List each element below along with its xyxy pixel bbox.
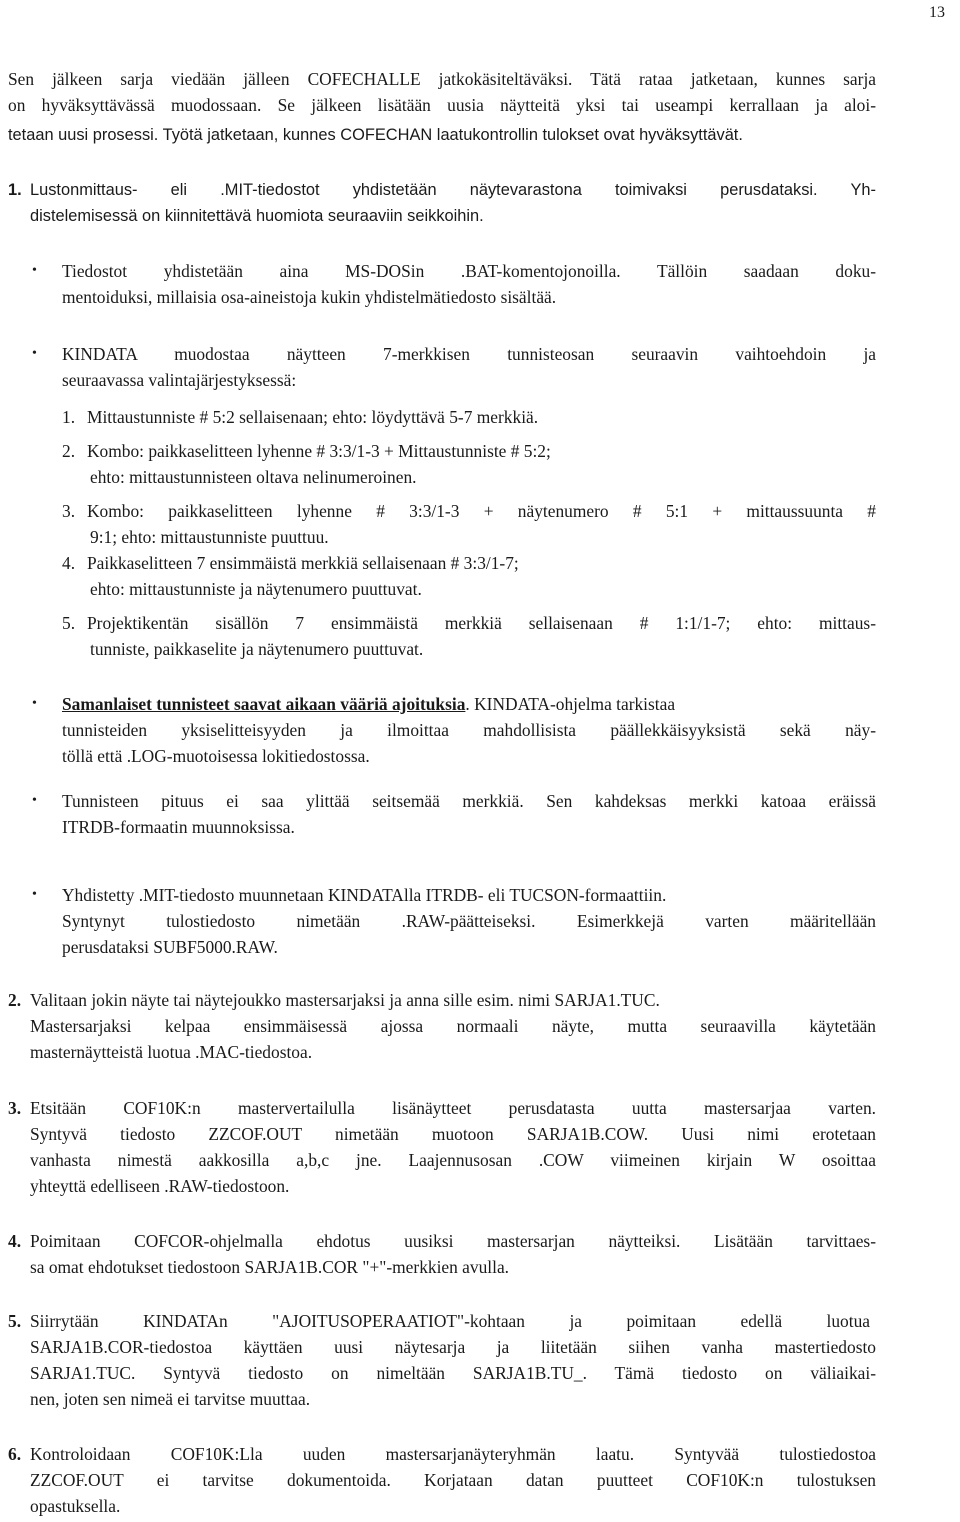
text-line: Siirrytään KINDATAn "AJOITUSOPERAATIOT"-kohtaan ja poimitaan edellä luotua — [30, 1311, 870, 1331]
text-line: Syntynyt tulostiedosto nimetään .RAW-päätteiseksi. Esimerkkejä varten määritellään — [62, 911, 876, 931]
text-line: Poimitaan COFCOR-ohjelmalla ehdotus uusiksi mastersarjan näytteiksi. Lisätään tarvittaes- — [30, 1231, 876, 1251]
text-line: Kontroloidaan COF10K:Lla uuden mastersarjanäyteryhmän laatu. Syntyvää tulostiedostoa — [30, 1444, 876, 1464]
text-line: vanhasta nimestä aakkosilla a,b,c jne. Laajennusosan .COW viimeinen kirjain W osoittaa — [30, 1150, 876, 1170]
warning-underlined-text: Samanlaiset tunnisteet saavat aikaan vääriä ajoituksia — [62, 694, 466, 714]
text-line: Valitaan jokin näyte tai näytejoukko mastersarjaksi ja anna sille esim. nimi SARJA1.TUC. — [30, 990, 660, 1010]
text-line: tunniste, paikkaselite ja näytenumero puuttuvat. — [90, 639, 424, 659]
text-line: distelemisessä on kiinnitettävä huomiota seuraaviin seikkoihin. — [30, 207, 484, 225]
step-number: 3. — [8, 1098, 22, 1118]
page-number: 13 — [929, 4, 945, 21]
text-line: masternäytteistä luotua .MAC-tiedostoa. — [30, 1042, 313, 1062]
text-line: ehto: mittaustunniste ja näytenumero puuttuvat. — [90, 579, 422, 599]
text-line: Syntyvä tiedosto ZZCOF.OUT nimetään muotoon SARJA1B.COW. Uusi nimi erotetaan — [30, 1124, 876, 1144]
text-line: ITRDB-formaatin muunnoksissa. — [62, 817, 295, 837]
text-line: perusdataksi SUBF5000.RAW. — [62, 937, 278, 957]
text-line: Etsitään COF10K:n mastervertailulla lisänäytteet perusdatasta uutta mastersarjaa varten. — [30, 1098, 876, 1118]
text-line: Sen jälkeen sarja viedään jälleen COFECHALLE jatkokäsiteltäväksi. Tätä rataa jatketaan, kunnes sarja — [8, 69, 876, 89]
text-line: Projektikentän sisällön 7 ensimmäistä merkkiä sellaisenaan # 1:1/1-7; ehto: mittaus- — [87, 613, 876, 633]
step-number: 2. — [8, 990, 22, 1010]
text-line: Mittaustunniste # 5:2 sellaisenaan; ehto: löydyttävä 5-7 merkkiä. — [87, 407, 539, 427]
text-line: mentoiduksi, millaisia osa-aineistoja kukin yhdistelmätiedosto sisältää. — [62, 287, 557, 307]
bullet-icon: • — [32, 887, 37, 902]
text-line: 9:1; ehto: mittaustunniste puuttuu. — [90, 527, 329, 547]
text-line: töllä että .LOG-muotoisessa lokitiedostossa. — [62, 746, 370, 766]
option-number: 1. — [62, 407, 76, 427]
text-line: Tunnisteen pituus ei saa ylittää seitsemää merkkiä. Sen kahdeksas merkki katoaa eräissä — [62, 791, 876, 811]
text-line: Tiedostot yhdistetään aina MS-DOSin .BAT-komentojonoilla. Tällöin saadaan doku- — [62, 261, 876, 281]
text-line: Lustonmittaus- eli .MIT-tiedostot yhdistetään näytevarastona toimivaksi perusdataksi. Yh- — [30, 181, 876, 199]
text-line: SARJA1.TUC. Syntyvä tiedosto on nimeltään SARJA1B.TU_. Tämä tiedosto on väliaikai- — [30, 1363, 876, 1383]
text-line: tunnisteiden yksiselitteisyyden ja ilmoittaa mahdollisista päällekkäisyyksistä sekä näy- — [62, 720, 876, 740]
text-line: yhteyttä edelliseen .RAW-tiedostoon. — [30, 1176, 290, 1196]
step-number: 5. — [8, 1311, 22, 1331]
text-line: Paikkaselitteen 7 ensimmäistä merkkiä sellaisenaan # 3:3/1-7; — [87, 553, 519, 573]
step-number: 6. — [8, 1444, 22, 1464]
option-number: 4. — [62, 553, 76, 573]
text-line: Kombo: paikkaselitteen lyhenne # 3:3/1-3 + näytenumero # 5:1 + mittaussuunta # — [87, 501, 876, 521]
step-number: 1. — [8, 181, 22, 199]
text-line: seuraavassa valintajärjestyksessä: — [62, 370, 297, 390]
text-line: sa omat ehdotukset tiedostoon SARJA1B.COR "+"-merkkien avulla. — [30, 1257, 510, 1277]
text-line: tetaan uusi prosessi. Työtä jatketaan, kunnes COFECHAN laatukontrollin tulokset ovat hyväksyttävät. — [8, 126, 743, 144]
step-number: 4. — [8, 1231, 22, 1251]
option-number: 2. — [62, 441, 76, 461]
option-number: 5. — [62, 613, 76, 633]
text-line: ZZCOF.OUT ei tarvitse dokumentoida. Korjataan datan puutteet COF10K:n tulostuksen — [30, 1470, 876, 1490]
bullet-icon: • — [32, 346, 37, 361]
bullet-icon: • — [32, 263, 37, 278]
text-line: KINDATA muodostaa näytteen 7-merkkisen tunnisteosan seuraavin vaihtoehdoin ja — [62, 344, 876, 364]
bullet-icon: • — [32, 793, 37, 808]
text-line: opastuksella. — [30, 1496, 121, 1516]
text-line: Yhdistetty .MIT-tiedosto muunnetaan KINDATAlla ITRDB- eli TUCSON-formaattiin. — [62, 885, 667, 905]
text-line: Kombo: paikkaselitteen lyhenne # 3:3/1-3 + Mittaustunniste # 5:2; — [87, 441, 551, 461]
text-line: on hyväksyttävässä muodossaan. Se jälkeen lisätään uusia näytteitä yksi tai useampi kerrallaan ja aloi- — [8, 95, 876, 115]
text-line: ehto: mittaustunnisteen oltava nelinumeroinen. — [90, 467, 417, 487]
text-line: nen, joten sen nimeä ei tarvitse muuttaa. — [30, 1389, 311, 1409]
text-line: Mastersarjaksi kelpaa ensimmäisessä ajossa normaali näyte, mutta seuraavilla käytetään — [30, 1016, 876, 1036]
text-line — [62, 691, 876, 717]
text-line: SARJA1B.COR-tiedostoa käyttäen uusi näytesarja ja liitetään siihen vanha mastertiedosto — [30, 1337, 876, 1357]
option-number: 3. — [62, 501, 76, 521]
text-fragment: . KINDATA-ohjelma tarkistaa — [465, 694, 676, 714]
bullet-icon: • — [32, 696, 37, 711]
